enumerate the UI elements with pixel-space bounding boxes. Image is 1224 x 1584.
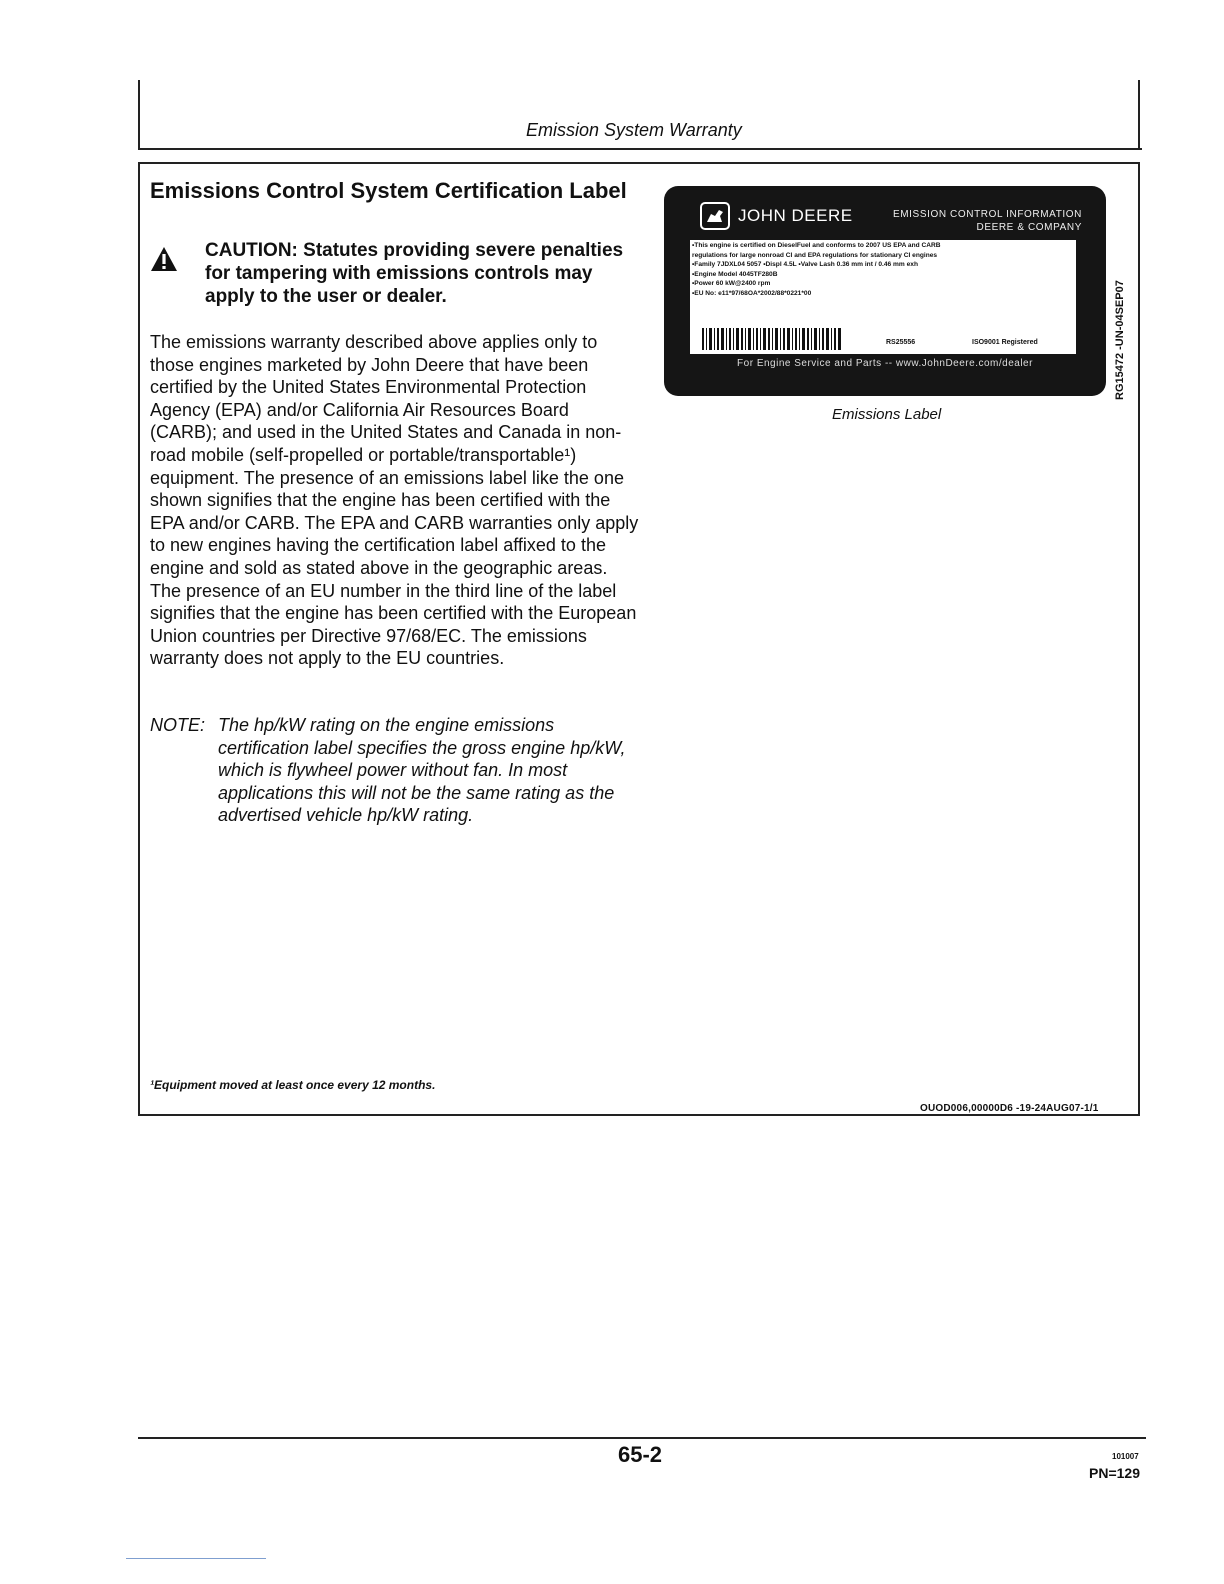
date-code: 101007 (1112, 1452, 1139, 1461)
note-label: NOTE: (150, 715, 206, 735)
page-number: 65-2 (618, 1442, 663, 1467)
label-company-line: DEERE & COMPANY (976, 222, 1082, 233)
label-line: •Power 60 kW@2400 rpm (692, 280, 771, 287)
page-pn: PN=129 (1089, 1465, 1140, 1481)
footer-divider (138, 1437, 1146, 1439)
barcode-icon (702, 328, 842, 350)
label-brand: JOHN DEERE (738, 206, 853, 225)
note (150, 714, 640, 827)
warning-icon (150, 246, 178, 272)
label-line: •EU No: e11*97/68OA*2002/88*0221*00 (692, 289, 812, 297)
body-paragraph: The emissions warranty described above applies only to those engines marketed by John Deere that have been certified by the United States Environmental Protection Agency (EPA) and/or California Air Resources Board (CARB); and used in the United States and Canada in non-road mobile (self-propelled or portable/transportable¹) equipment. The presence of an emissions label like the one shown signifies that the engine has been certified with the EPA and/or CARB. The EPA and CARB warranties only apply to new engines having the certification label affixed to the engine and sold as stated above in the geographic areas. The presence of an EU number in the third line of the label signifies that the engine has been certified with the European Union countries per Directive 97/68/EC. The emissions warranty does not apply to the EU countries. (150, 332, 639, 669)
link-underline (126, 1558, 266, 1559)
label-iso: ISO9001 Registered (972, 339, 1038, 346)
figure-caption: Emissions Label (832, 406, 942, 423)
label-line: regulations for large nonroad CI and EPA regulations for stationary CI engines (692, 251, 938, 259)
label-emission-line: EMISSION CONTROL INFORMATION (892, 209, 1082, 220)
document-code: OUOD006,00000D6 -19-24AUG07-1/1 (920, 1103, 1099, 1114)
header-rule-left (138, 80, 140, 150)
label-line: •Engine Model 4045TF280B (692, 270, 778, 278)
label-details (692, 241, 1072, 298)
header-divider (138, 148, 1142, 150)
figure-side-code: RG15472 -UN-04SEP07 (1114, 280, 1126, 400)
section-title: Emission System Warranty (526, 120, 742, 140)
label-line: •Family 7JDXL04 5057 •Displ 4.5L •Valve Lash 0.36 mm int / 0.46 mm exh (692, 261, 918, 268)
page-title: Emissions Control System Certification Label (150, 178, 627, 203)
label-emission-info (888, 208, 1082, 234)
label-line: •This engine is certified on DieselFuel and conforms to 2007 US EPA and CARB (692, 242, 941, 249)
deer-logo-icon (700, 202, 730, 230)
label-footer: For Engine Service and Parts -- www.JohnDeere.com/dealer (737, 358, 1033, 369)
caution-text: CAUTION: Statutes providing severe penalties for tampering with emissions controls may apply to the user or dealer. (205, 240, 624, 307)
note-text: The hp/kW rating on the engine emissions certification label specifies the gross engine hp/kW, which is flywheel power without fan. In most applications this will not be the same rating as the advertised vehicle hp/kW rating. (218, 715, 626, 826)
header-rule-right (1138, 80, 1140, 150)
label-part-number: RS25556 (886, 339, 916, 346)
footnote: ¹Equipment moved at least once every 12 months. (150, 1078, 436, 1092)
